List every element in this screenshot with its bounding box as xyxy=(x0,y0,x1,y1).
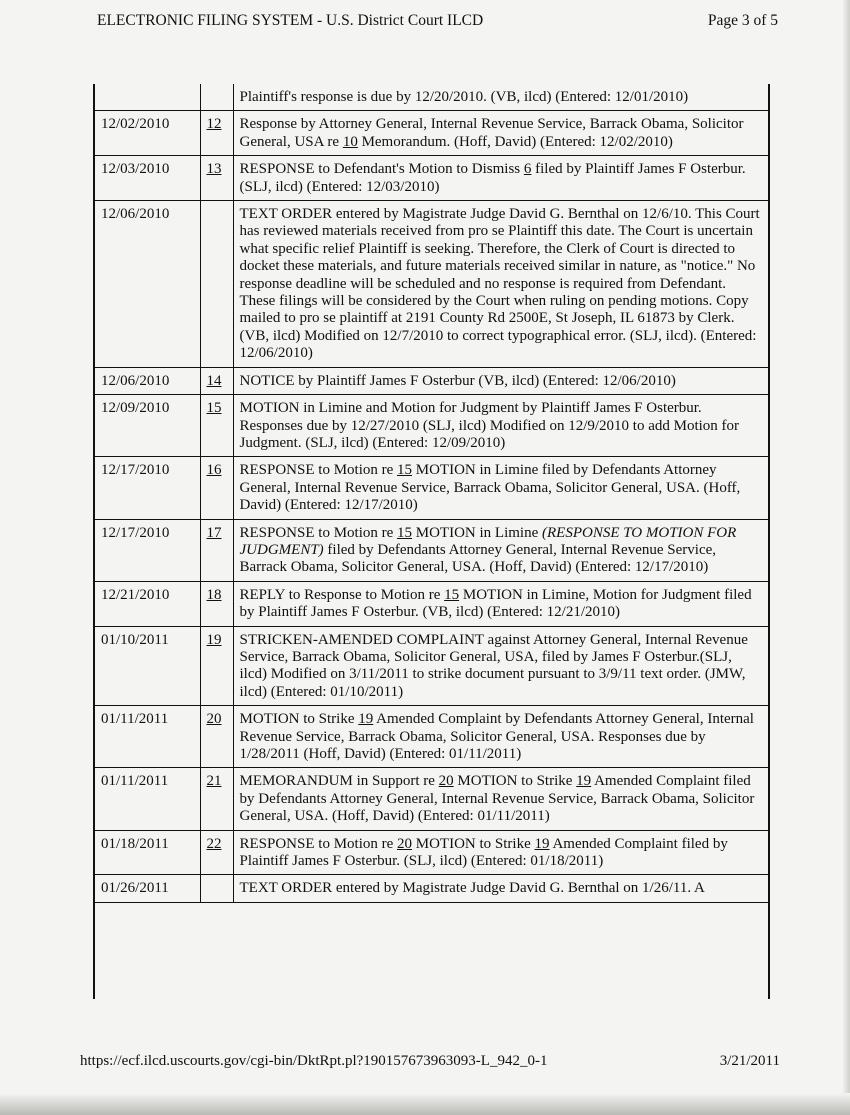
footer-url: https://ecf.ilcd.uscourts.gov/cgi-bin/DktRpt.pl?190157673963093-L_942_0-1 xyxy=(80,1053,548,1069)
docket-number-link[interactable]: 16 xyxy=(206,462,222,479)
docket-text xyxy=(233,395,768,457)
entry-text: Response by Attorney General, Internal Revenue Service, Barrack Obama, Solicitor General, USA re xyxy=(239,116,744,150)
docket-number-link[interactable]: 15 xyxy=(206,400,222,417)
docket-text xyxy=(233,581,768,626)
docket-number-link[interactable]: 13 xyxy=(206,161,222,178)
docket-text xyxy=(233,626,768,706)
entry-text: Plaintiff's response is due by 12/20/2010. (VB, ilcd) (Entered: 12/01/2010) xyxy=(239,89,689,105)
docket-date: 12/06/2010 xyxy=(95,201,200,368)
docket-text xyxy=(233,111,768,156)
page-header xyxy=(97,12,778,30)
document-reference-link[interactable]: 19 xyxy=(358,711,374,728)
docket-row xyxy=(95,201,768,368)
document-reference-link[interactable]: 19 xyxy=(576,773,592,790)
docket-number-cell xyxy=(200,111,233,156)
docket-date: 01/18/2011 xyxy=(95,830,200,875)
docket-row xyxy=(95,111,768,156)
docket-row xyxy=(95,519,768,581)
entry-text: REPLY to Response to Motion re xyxy=(239,586,445,603)
docket-number-cell xyxy=(200,768,233,830)
entry-text: Amended Complaint filed by Plaintiff James F Osterbur. (SLJ, ilcd) (Entered: 01/18/2011) xyxy=(239,835,728,870)
docket-number-cell xyxy=(200,519,233,581)
scan-edge-shadow xyxy=(842,0,850,1115)
entry-text: TEXT ORDER entered by Magistrate Judge David G. Bernthal on 12/6/10. This Court has reviewed materials received from pro se Plaintiff this date. The Court is uncertain what specific relief Plaintiff is seeking. Therefore, the Clerk of Court is directed to docket these materials, and future materials received similar in nature, as "notice." No response deadline will be scheduled and no response is required from Defendant. These filings will be considered by the Court when ruling on pending motions. Copy mailed to pro se plaintiff at 2191 County Rd 2500E, St Joseph, IL 61873 by Clerk. (VB, ilcd) Modified on 12/7/2010 to correct typographical error. (SLJ, ilcd). (Entered: 12/06/2010) xyxy=(239,206,760,362)
docket-number-cell xyxy=(200,706,233,768)
docket-date xyxy=(95,84,200,111)
docket-number-link[interactable]: 20 xyxy=(206,711,222,728)
document-reference-link[interactable]: 19 xyxy=(534,835,550,852)
docket-text xyxy=(233,519,768,581)
docket-row xyxy=(95,581,768,626)
docket-number-link[interactable]: 17 xyxy=(206,524,222,541)
docket-number-link[interactable]: 22 xyxy=(206,835,222,852)
docket-row xyxy=(95,626,768,706)
page-number: Page 3 of 5 xyxy=(707,12,778,29)
entry-text: NOTICE by Plaintiff James F Osterbur (VB, ilcd) (Entered: 12/06/2010) xyxy=(239,372,676,389)
entry-text: MOTION in Limine xyxy=(412,524,542,541)
docket-number-link[interactable]: 14 xyxy=(206,372,222,389)
entry-text: Memorandum. (Hoff, David) (Entered: 12/02/2010) xyxy=(357,133,673,150)
docket-row xyxy=(95,156,768,201)
document-title: ELECTRONIC FILING SYSTEM - U.S. District Court ILCD xyxy=(97,12,484,29)
docket-date: 12/03/2010 xyxy=(95,156,200,201)
docket-text xyxy=(233,367,768,394)
docket-text xyxy=(233,457,768,519)
docket-date: 12/06/2010 xyxy=(95,367,200,394)
docket-number-link[interactable]: 21 xyxy=(206,773,222,790)
docket-date: 12/21/2010 xyxy=(95,581,200,626)
docket-row xyxy=(95,875,768,902)
docket-row xyxy=(95,830,768,875)
docket-number-cell xyxy=(200,395,233,457)
document-reference-link[interactable]: 20 xyxy=(438,773,454,790)
document-reference-link[interactable]: 10 xyxy=(342,133,358,150)
entry-text: MEMORANDUM in Support re xyxy=(239,773,439,790)
docket-text xyxy=(233,875,768,902)
docket-number-cell xyxy=(200,156,233,201)
page-footer xyxy=(80,1053,780,1070)
docket-number-cell xyxy=(200,367,233,394)
entry-text: Amended Complaint by Defendants Attorney General, Internal Revenue Service, Barrack Obama, Solicitor General, USA. Responses due by 1/28/2011 (Hoff, David) (Entered: 01/11/2011) xyxy=(239,711,754,762)
entry-text: MOTION in Limine and Motion for Judgment by Plaintiff James F Osterbur. Responses due by 12/27/2010 (SLJ, ilcd) Modified on 12/9/2010 to add Motion for Judgment. (SLJ, ilcd) (Entered: 12/09/2010) xyxy=(239,400,740,451)
docket-date: 12/09/2010 xyxy=(95,395,200,457)
docket-row xyxy=(95,457,768,519)
docket-number-link[interactable]: 12 xyxy=(206,116,222,133)
entry-text: filed by Plaintiff James F Osterbur. (SLJ, ilcd) (Entered: 12/03/2010) xyxy=(239,161,746,195)
document-reference-link[interactable]: 6 xyxy=(523,161,532,178)
entry-text: STRICKEN-AMENDED COMPLAINT against Attorney General, Internal Revenue Service, Barrack Obama, Solicitor General, USA, filed by James F Osterbur.(SLJ, ilcd) Modified on 3/11/2011 to strike document pursuant to 3/9/11 text order. (JMW, ilcd) (Entered: 01/10/2011) xyxy=(239,631,748,700)
entry-text: RESPONSE to Motion re xyxy=(239,524,398,541)
entry-text: filed by Defendants Attorney General, Internal Revenue Service, Barrack Obama, Solicitor General, USA. (Hoff, David) (Entered: 12/17/2010) xyxy=(239,541,717,576)
entry-text: MOTION to Strike xyxy=(412,835,535,852)
docket-text xyxy=(233,156,768,201)
italic-text: (RESPONSE TO MOTION FOR JUDGMENT) xyxy=(239,524,737,558)
docket-date: 01/11/2011 xyxy=(95,768,200,830)
docket-row xyxy=(95,768,768,830)
document-reference-link[interactable]: 15 xyxy=(397,524,413,541)
docket-date: 12/02/2010 xyxy=(95,111,200,156)
docket-body xyxy=(95,84,768,902)
docket-text xyxy=(233,768,768,830)
document-reference-link[interactable]: 15 xyxy=(397,462,413,479)
docket-text xyxy=(233,84,768,111)
docket-row xyxy=(95,367,768,394)
docket-number-cell xyxy=(200,830,233,875)
entry-text: MOTION to Strike xyxy=(453,773,577,790)
entry-text: MOTION in Limine, Motion for Judgment filed by Plaintiff James F Osterbur. (VB, ilcd) (Entered: 12/21/2010) xyxy=(239,586,752,621)
docket-number-link[interactable]: 18 xyxy=(206,586,222,603)
docket-number-cell xyxy=(200,201,233,368)
document-reference-link[interactable]: 15 xyxy=(444,586,460,603)
footer-date: 3/21/2011 xyxy=(719,1053,780,1069)
docket-date: 01/11/2011 xyxy=(95,706,200,768)
entry-text: RESPONSE to Motion re xyxy=(239,462,398,479)
docket-text xyxy=(233,830,768,875)
entry-text: MOTION to Strike xyxy=(239,711,359,728)
docket-number-cell xyxy=(200,626,233,706)
docket-text xyxy=(233,201,768,368)
docket-number-cell xyxy=(200,875,233,902)
entry-text: TEXT ORDER entered by Magistrate Judge David G. Bernthal on 1/26/11. A xyxy=(239,880,705,897)
entry-text: RESPONSE to Motion re xyxy=(239,835,398,852)
docket-date: 01/26/2011 xyxy=(95,875,200,902)
docket-number-cell xyxy=(200,581,233,626)
docket-number-cell xyxy=(200,84,233,111)
docket-number-cell xyxy=(200,457,233,519)
docket-date: 12/17/2010 xyxy=(95,457,200,519)
docket-number-link[interactable]: 19 xyxy=(206,631,222,648)
entry-text: MOTION in Limine filed by Defendants Attorney General, Internal Revenue Service, Barrack Obama, Solicitor General, USA. (Hoff, David) (Entered: 12/17/2010) xyxy=(239,462,741,514)
docket-date: 12/17/2010 xyxy=(95,519,200,581)
docket-table-frame xyxy=(93,84,770,999)
docket-text xyxy=(233,706,768,768)
entry-text: RESPONSE to Defendant's Motion to Dismiss xyxy=(239,161,524,178)
docket-row xyxy=(95,706,768,768)
docket-date: 01/10/2011 xyxy=(95,626,200,706)
docket-table xyxy=(95,84,768,903)
docket-row xyxy=(95,84,768,111)
docket-row xyxy=(95,395,768,457)
scan-bottom-shadow xyxy=(0,1093,850,1115)
document-reference-link[interactable]: 20 xyxy=(397,835,413,852)
entry-text: Amended Complaint filed by Defendants Attorney General, Internal Revenue Service, Barrack Obama, Solicitor General, USA. (Hoff, David) (Entered: 01/11/2011) xyxy=(239,773,755,825)
